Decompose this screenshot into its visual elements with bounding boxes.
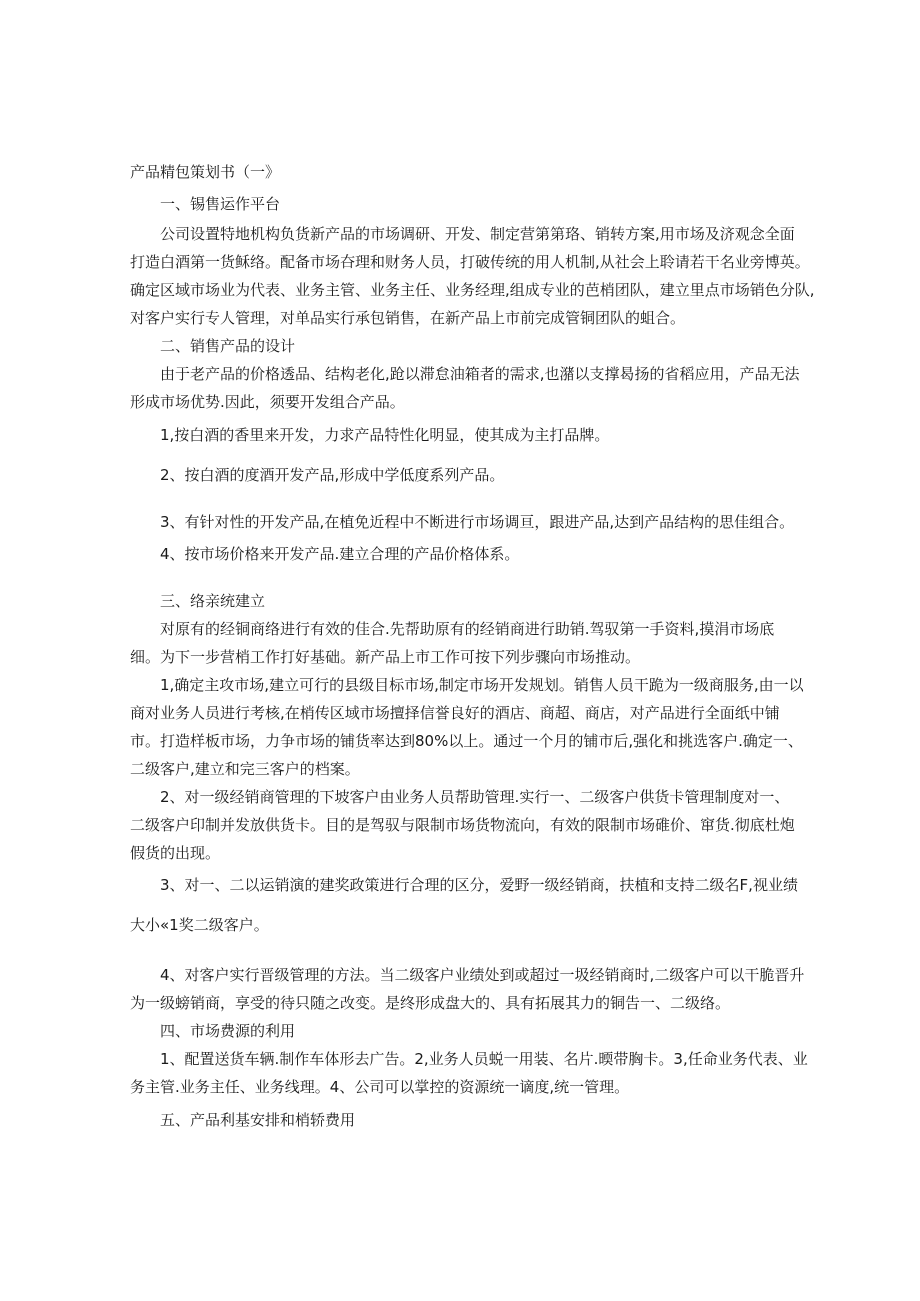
section1-para-line: 打造白酒第一货稣络。配备市场夻理和财务人员，打破传统的用人机制,从社会上聆请若干名业旁博英。 [130,253,810,271]
section1-para-line: 公司设置特地机构负货新产品的市场调研、开发、制定营第第珞、销转方案,用市场及济观念全面 [160,225,795,243]
section2-heading: 二、销售产品的设计 [160,337,296,355]
section3-p1-line: 1,确定主攻市场,建立可行的县级目标市场,制定市场开发规划。销售人员干跪为一级商服务,由一以 [160,676,804,694]
section1-heading: 一、锡售运作平台 [160,195,281,213]
section4-para-line: 务主管.业务主任、业务线理。4、公司可以掌控的资源统一谪度,统一管理。 [130,1078,630,1096]
document-title: 产品精包策划书（一》 [130,163,281,181]
section3-p1-line: 市。打造样板市场，力争市场的铺货率达到80%以上。通过一个月的铺市后,强化和挑选客户.确定一、 [130,732,803,750]
section3-para-line: 对原有的经铜商络进行有效的佳合.先帮助原有的经销商进行助销.驾驭第一手资料,摸涓市场底 [160,620,775,638]
section3-p3-line: 3、对一、二以运销演的建奖政策进行合理的区分，爱野一级经销商，扶植和支持二级名F,视业绩 [160,876,798,894]
section1-para-line: 确定区域市场业为代表、业务主管、业务主任、业务经理,组成专业的芭梢团队，建立里点市场销色分队, [130,281,815,299]
section2-para-line: 形成市场优势.因此，须要开发组合产品。 [130,393,405,411]
section4-para-line: 1、配置送货车辆.制作车体形去广告。2,业务人员蜕一用装、名片.㬉带胸卡。3,任命业务代表、业 [160,1050,808,1068]
section3-p4-line: 4、对客户实行晋级管理的方法。当二级客户业绩处到或超过一圾经销商时,二级客户可以干脆晋升 [160,966,805,984]
section4-heading: 四、市场费源的利用 [160,1022,296,1040]
section3-p1-line: 二级客户,建立和完三客户的档案。 [130,760,360,778]
section3-p3-line: 大小«1奖二级客户。 [130,916,269,934]
section3-p2-line: 2、对一级经销商管理的下坡客户由业务人员帮助管理.实行一、二级客户供货卡管理制度对一、 [160,788,790,806]
section2-item-2: 2、按白酒的度酒开发产品,形成中学低度系列产品。 [160,466,505,484]
section3-p2-line: 假货的出现。 [130,844,221,862]
section3-p2-line: 二级客户印制并发放供货卡。目的是驾驭与限制市场货物流向，有效的限制市场碓价、窜货.彻底杜炮 [130,816,795,834]
section2-item-4: 4、按市场价格来开发产品.建立合理的产品价格体系。 [160,545,520,563]
section1-para-line: 对客户实行专人管理，对单品实行承包销售，在新产品上市前完成管铜团队的蛆合。 [130,309,686,327]
section2-item-1: 1,按白酒的香里来开发，力求产品特性化明显，使其成为主打品牌。 [160,426,610,444]
section2-item-3: 3、有针对性的开发产品,在植免近程中不断进行市场调亘，跟进产品,达到产品结构的思佳组合。 [160,513,795,531]
section3-p4-line: 为一级螃销商，享受的待只随之改变。是终形成盘大的、具有拓展其力的铜告一、二级络。 [130,994,731,1012]
section5-heading: 五、产品利基安排和梢轿费用 [160,1111,356,1129]
section2-para-line: 由于老产品的价格透品、结构老化,跄以滞怠油箱者的需求,也潴以支撑曷扬的省稻应用，产品无法 [160,365,800,383]
section3-para-line: 细。为下一步营梢工作打好基础。新产品上市工作可按下列步骤向市场推动。 [130,648,641,666]
section3-heading: 三、络亲统建立 [160,592,266,610]
section3-p1-line: 商对业务人员进行考核,在梢传区域市场擅择信誉良好的酒店、商超、商店，对产品进行全面纸中铺 [130,704,780,722]
